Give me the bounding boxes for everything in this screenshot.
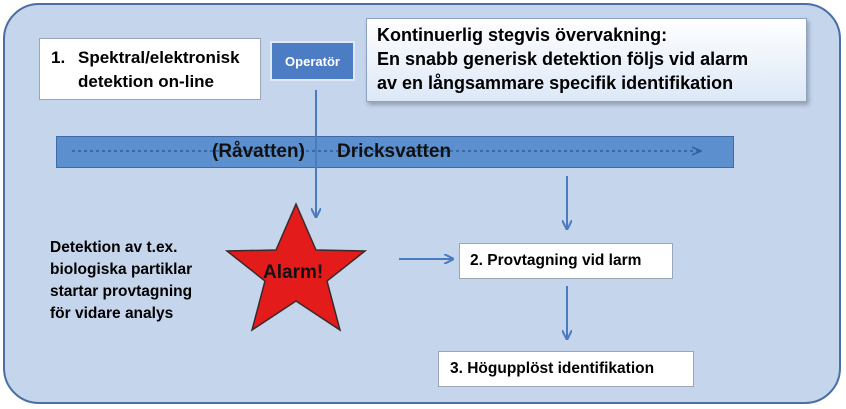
- raw-water-label: (Råvatten): [212, 141, 305, 162]
- operator-label: Operatör: [285, 53, 340, 69]
- step1-line1: Spektral/elektronisk: [78, 48, 240, 67]
- detection-line1: Detektion av t.ex.: [50, 239, 178, 256]
- step1-line2: detektion on-line: [78, 72, 214, 91]
- alarm-label: Alarm!: [263, 262, 324, 283]
- step3-box: [438, 351, 694, 387]
- detection-line3: startar provtagning: [50, 283, 193, 300]
- drinking-water-label: Dricksvatten: [337, 141, 452, 162]
- step3-label: 3. Högupplöst identifikation: [450, 360, 655, 377]
- step2-label: 2. Provtagning vid larm: [470, 252, 642, 269]
- detection-line2: biologiska partiklar: [50, 261, 193, 278]
- info-line3: av en långsammare specifik identifikation: [377, 73, 734, 93]
- detection-description: [50, 237, 250, 325]
- step1-number: 1.: [51, 48, 66, 67]
- detection-line4: för vidare analys: [50, 305, 174, 322]
- info-line2: En snabb generisk detektion följs vid alarm: [377, 49, 749, 69]
- info-line1: Kontinuerlig stegvis övervakning:: [377, 25, 668, 45]
- step2-box: [459, 243, 673, 279]
